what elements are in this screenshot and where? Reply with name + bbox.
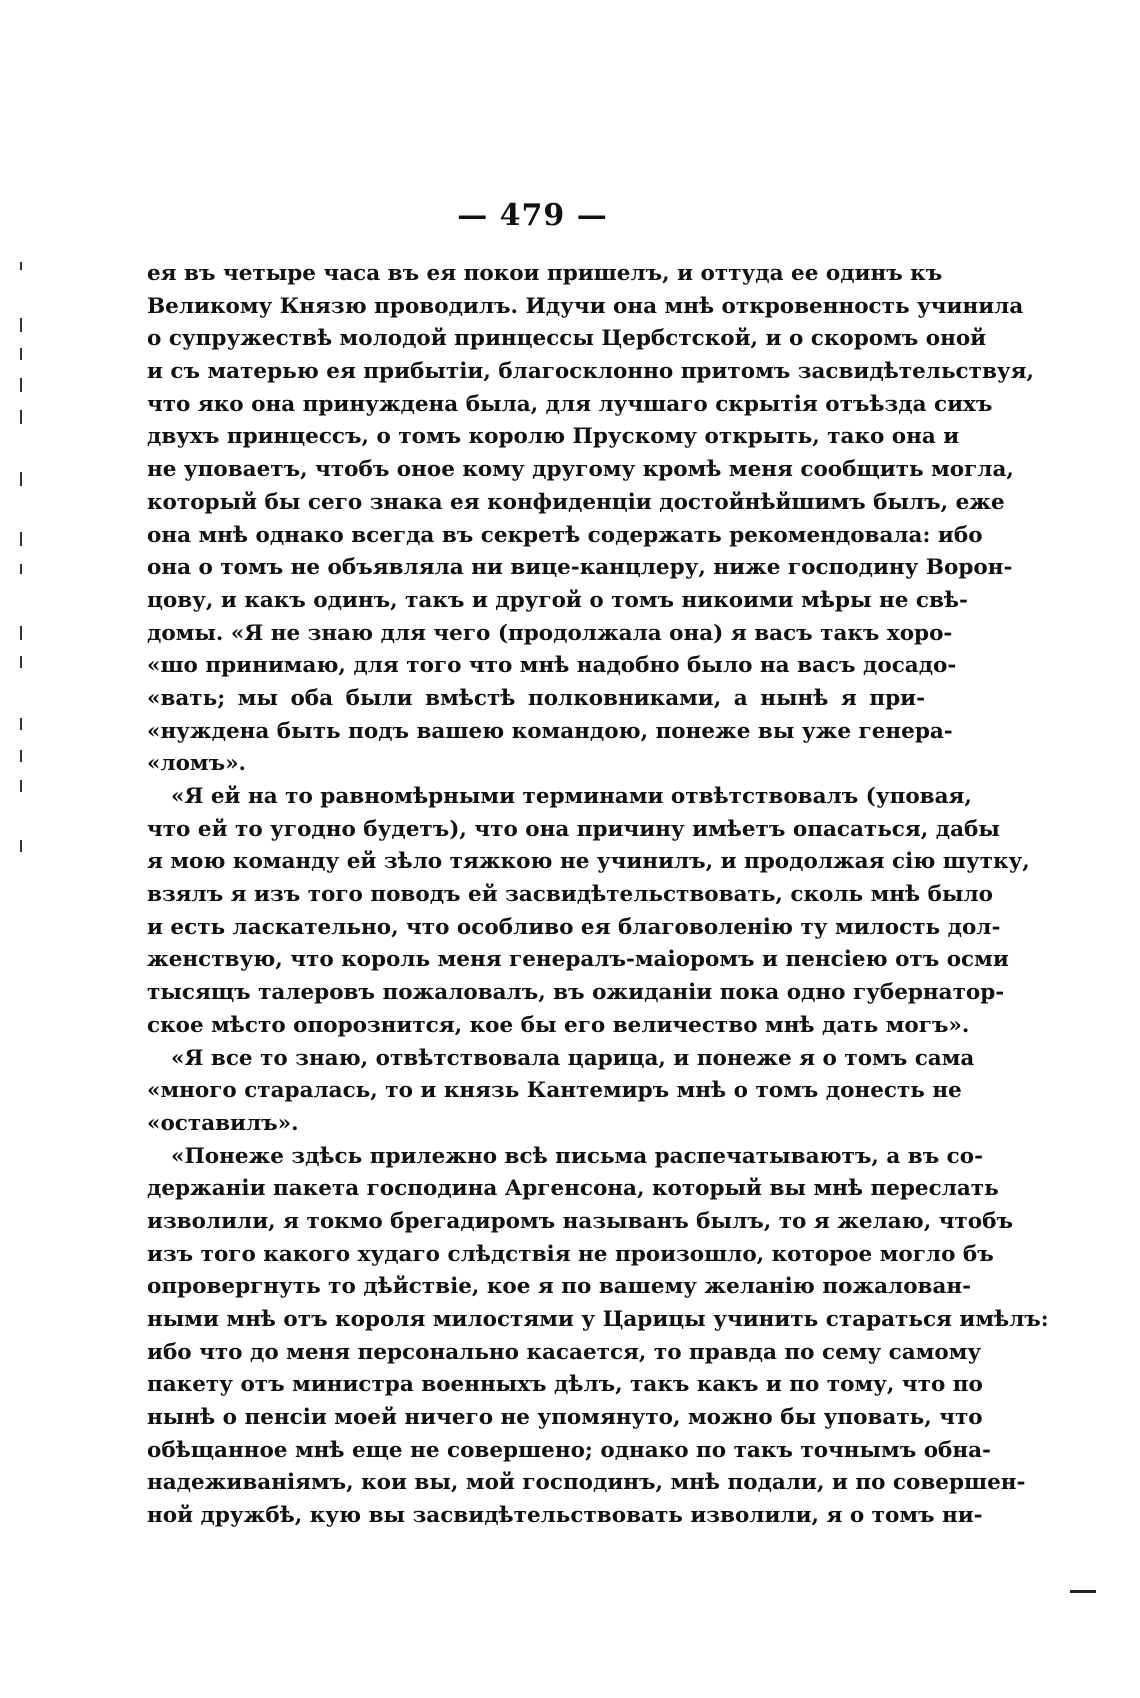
- text-line: ибо что до меня персонально касается, то правда по сему самому: [147, 1339, 982, 1365]
- text-line: «шо принимаю, для того что мнѣ надобно было на васъ досадо-: [147, 653, 957, 679]
- text-line: ское мѣсто опорознится, кое бы его величество мнѣ дать могъ».: [147, 1012, 970, 1038]
- text-line: взялъ я изъ того поводъ ей засвидѣтельствовать, сколь мнѣ было: [147, 882, 994, 908]
- text-line: «ломъ».: [147, 751, 247, 777]
- text-line: ея въ четыре часа въ ея покои пришелъ, и оттуда ее одинъ къ: [147, 261, 943, 286]
- margin-mark: [20, 262, 22, 270]
- text-line: «Я ей на то равномѣрными терминами отвѣтствовалъ (уповая,: [171, 784, 972, 809]
- text-line: нынѣ о пенсіи моей ничего не упомянуто, можно бы уповать, что: [147, 1405, 983, 1431]
- text-line: изволили, я токмо брегадиромъ называнъ былъ, то я желаю, чтобъ: [147, 1208, 1013, 1234]
- text-line: ными мнѣ отъ короля милостями у Царицы учинить стараться имѣлъ:: [147, 1307, 1049, 1332]
- margin-mark: [20, 840, 22, 852]
- text-line: она о томъ не объявляла ни вице-канцлеру, ниже господину Ворон-: [147, 555, 1013, 581]
- margin-mark: [20, 532, 22, 546]
- text-line: обѣщанное мнѣ еще не совершено; однако по такъ точнымъ обна-: [147, 1437, 991, 1463]
- text-line: держаніи пакета господина Аргенсона, который вы мнѣ переслать: [147, 1176, 999, 1202]
- text-line: цову, и какъ одинъ, такъ и другой о томъ никоими мѣры не свѣ-: [147, 587, 968, 613]
- margin-mark: [20, 410, 22, 424]
- margin-mark: [20, 318, 22, 332]
- text-line: изъ того какого худаго слѣдствія не произошло, которое могло бъ: [147, 1241, 994, 1267]
- margin-mark: [20, 656, 22, 668]
- text-line: пакету отъ министра военныхъ дѣлъ, такъ какъ и по тому, что по: [147, 1372, 983, 1398]
- margin-mark: [20, 718, 22, 730]
- text-line: двухъ принцессъ, о томъ королю Прускому открыть, тако она и: [147, 424, 960, 450]
- bottom-dash: [1070, 1590, 1096, 1593]
- text-line: и есть ласкательно, что особливо ея благоволенію ту милость дол-: [147, 914, 1001, 940]
- margin-mark: [20, 564, 22, 574]
- text-line: она мнѣ однако всегда въ секретѣ содержать рекомендовала: ибо: [147, 522, 983, 548]
- text-line: женствую, что король меня генералъ-маіоромъ и пенсіею отъ осми: [147, 947, 1009, 973]
- margin-mark: [20, 626, 22, 640]
- page-number: — 479 —: [457, 198, 608, 233]
- margin-mark: [20, 750, 22, 762]
- text-line: что яко она принуждена была, для лучшаго скрытія отъѣзда сихъ: [147, 391, 993, 417]
- text-line: и съ матерью ея прибытіи, благосклонно притомъ засвидѣтельствуя,: [147, 359, 1035, 385]
- text-line: надеживаніямъ, кои вы, мой господинъ, мнѣ подали, и по совершен-: [147, 1470, 1026, 1496]
- text-line: «нуждена быть подъ вашею командою, понеже вы уже генера-: [147, 718, 953, 744]
- margin-mark: [20, 378, 22, 392]
- text-line: «вать; мы оба были вмѣстѣ полковниками, а нынѣ я при-: [147, 685, 925, 711]
- text-line: «Я все то знаю, отвѣтствовала царица, и понеже я о томъ сама: [171, 1045, 975, 1071]
- text-line: опровергнуть то дѣйствіе, кое я по вашему желанію пожалован-: [147, 1274, 972, 1300]
- text-line: домы. «Я не знаю для чего (продолжала она) я васъ такъ хоро-: [147, 620, 953, 646]
- margin-mark: [20, 472, 22, 486]
- margin-mark: [20, 348, 22, 360]
- text-line: который бы сего знака ея конфиденціи достойнѣйшимъ былъ, еже: [147, 489, 1005, 515]
- text-line: я мою команду ей зѣло тяжкою не учинилъ, и продолжая сію шутку,: [147, 849, 1030, 875]
- text-line: «оставилъ».: [147, 1110, 299, 1136]
- text-line: «много старалась, то и князь Кантемиръ мнѣ о томъ донесть не: [147, 1078, 962, 1104]
- text-line: не уповаетъ, чтобъ оное кому другому кромѣ меня сообщить могла,: [147, 457, 1014, 483]
- text-line: Великому Князю проводилъ. Идучи она мнѣ откровенность учинила: [147, 293, 1024, 319]
- margin-mark: [20, 780, 22, 792]
- text-line: тысящъ талеровъ пожаловалъ, въ ожиданіи пока одно губернатор-: [147, 980, 1005, 1006]
- text-line: ной дружбѣ, кую вы засвидѣтельствовать изволили, я о томъ ни-: [147, 1503, 983, 1529]
- text-line: о супружествѣ молодой принцессы Цербстской, и о скоромъ оной: [147, 326, 987, 352]
- text-line: что ей то угодно будетъ), что она причину имѣетъ опасаться, дабы: [147, 816, 1000, 842]
- body-text: [147, 258, 1049, 1533]
- text-line: «Понеже здѣсь прилежно всѣ письма распечатываютъ, а въ со-: [171, 1143, 984, 1169]
